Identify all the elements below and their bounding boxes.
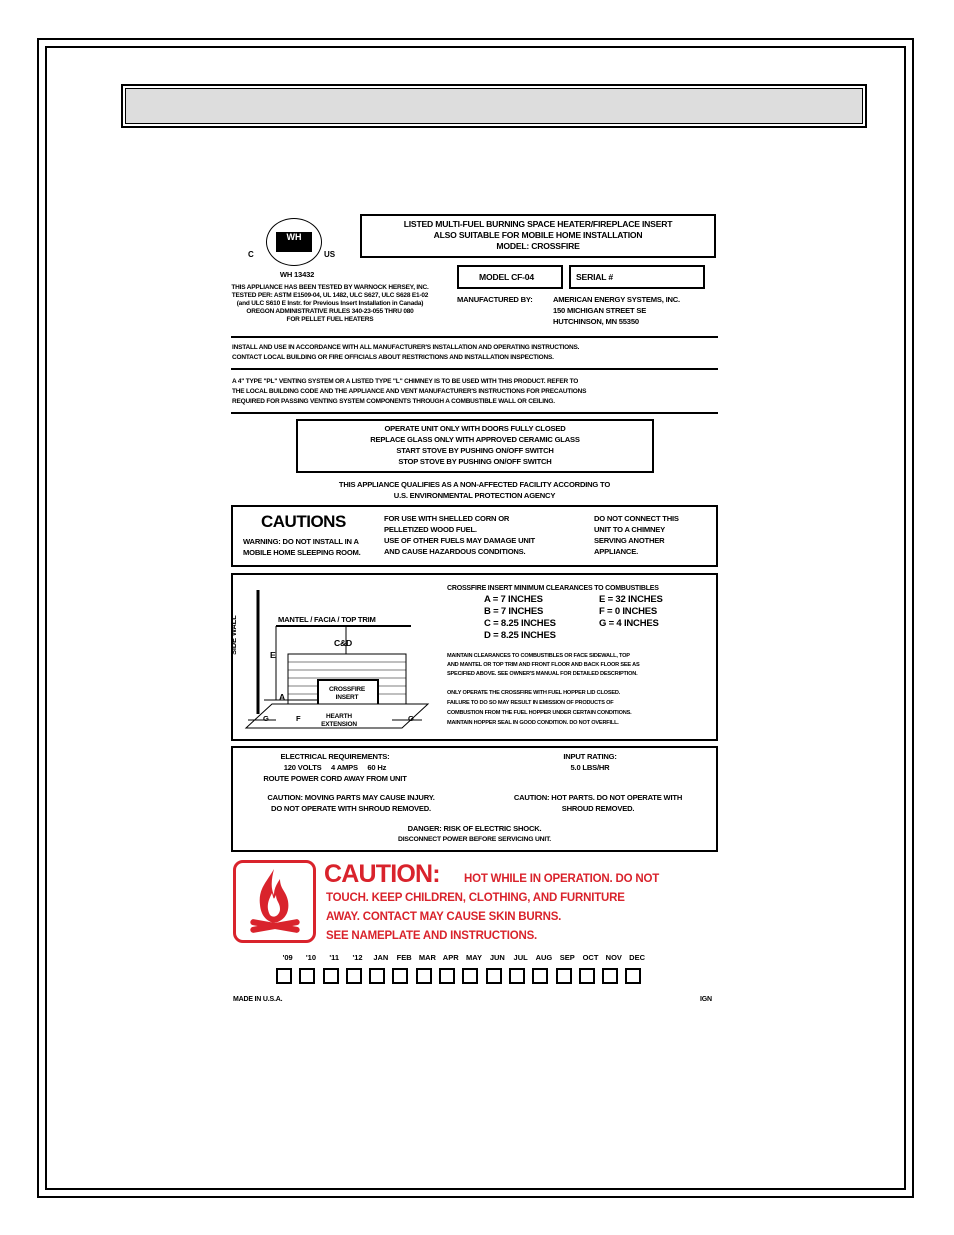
fire-warning-box [233, 860, 316, 943]
hot-caution-line: SEE NAMEPLATE AND INSTRUCTIONS. [326, 930, 538, 942]
epa-block [231, 479, 718, 501]
fuel-block [384, 513, 535, 557]
date-code-box [392, 968, 408, 984]
venting-line: A 4" TYPE "PL" VENTING SYSTEM OR A LISTED TYPE "L" CHIMNEY IS TO BE USED WITH THIS PRODUCT. REFER TO [232, 378, 579, 385]
fuel-line: FOR USE WITH SHELLED CORN OR [384, 514, 510, 523]
clearance-value: E = 32 INCHES [599, 594, 663, 605]
listed-line: MODEL: CROSSFIRE [496, 241, 580, 251]
input-block [540, 751, 640, 773]
hot-caution-line: HOT WHILE IN OPERATION. DO NOT [464, 873, 660, 885]
input-title: INPUT RATING: [563, 752, 617, 761]
install-line: CONTACT LOCAL BUILDING OR FIRE OFFICIALS ABOUT RESTRICTIONS AND INSTALLATION INSPECTIONS. [232, 354, 554, 361]
diagram-hearth: HEARTH EXTENSION [321, 713, 357, 728]
diagram-e: E [270, 650, 276, 660]
install-block [232, 343, 579, 363]
diagram-g-left: G [263, 714, 269, 723]
tested-line: OREGON ADMINISTRATIVE RULES 340-23-055 THRU 080 [246, 308, 414, 315]
fuel-line: USE OF OTHER FUELS MAY DAMAGE UNIT [384, 536, 535, 545]
chimney-line: APPLIANCE. [594, 547, 638, 556]
date-code-label: '10 [305, 953, 317, 962]
date-code-box [532, 968, 548, 984]
date-code-box [416, 968, 432, 984]
tested-block [230, 284, 430, 324]
caution-hot-parts-line: CAUTION: HOT PARTS. DO NOT OPERATE WITH [513, 793, 683, 802]
manufacturer-line: AMERICAN ENERGY SYSTEMS, INC. [553, 295, 680, 304]
diagram-f: F [296, 714, 301, 723]
clearance-value: A = 7 INCHES [484, 594, 543, 605]
hopper-line: ONLY OPERATE THE CROSSFIRE WITH FUEL HOPPER LID CLOSED. [447, 690, 621, 696]
manufacturer-line: HUTCHINSON, MN 55350 [553, 317, 639, 326]
warnock-hersey-logo [248, 218, 336, 266]
model-text: MODEL CF-04 [479, 272, 534, 282]
date-code-box [602, 968, 618, 984]
disconnect-text: DISCONNECT POWER BEFORE SERVICING UNIT. [398, 836, 551, 843]
maintain-line: SPECIFIED ABOVE. SEE OWNER'S MANUAL FOR DETAILED DESCRIPTION. [447, 671, 638, 677]
serial-box [569, 265, 705, 289]
date-code-box [276, 968, 292, 984]
listed-box [360, 214, 716, 258]
hot-caution-line: TOUCH. KEEP CHILDREN, CLOTHING, AND FURNITURE [326, 892, 625, 904]
operate-line: START STOVE BY PUSHING ON/OFF SWITCH [396, 446, 554, 455]
hopper-line: MAINTAIN HOPPER SEAL IN GOOD CONDITION. DO NOT OVERFILL. [447, 720, 619, 726]
clearance-left [484, 594, 556, 642]
clearance-diagram [236, 582, 436, 734]
label-code: IGN [700, 996, 712, 1003]
manufacturer-line: 150 MICHIGAN STREET SE [553, 306, 647, 315]
operate-text [298, 423, 652, 467]
listed-text [362, 219, 714, 252]
maintain-block [447, 652, 639, 679]
divider [231, 336, 718, 338]
tested-line: THIS APPLIANCE HAS BEEN TESTED BY WARNOCK HERSEY, INC. [231, 284, 429, 291]
danger-text: DANGER: RISK OF ELECTRIC SHOCK. [407, 824, 542, 833]
hopper-line: FAILURE TO DO SO MAY RESULT IN EMISSION OF PRODUCTS OF [447, 700, 614, 706]
divider [231, 368, 718, 370]
logo-c: C [248, 250, 254, 259]
fuel-line: AND CAUSE HAZARDOUS CONDITIONS. [384, 547, 526, 556]
electrical-block [250, 751, 420, 784]
chimney-line: SERVING ANOTHER [594, 536, 665, 545]
tested-line: FOR PELLET FUEL HEATERS [286, 316, 374, 323]
date-code-box [369, 968, 385, 984]
date-code-box [346, 968, 362, 984]
clearance-value: B = 7 INCHES [484, 606, 544, 617]
diagram-a: A [279, 692, 286, 702]
operate-line: STOP STOVE BY PUSHING ON/OFF SWITCH [398, 457, 552, 466]
clearance-right [599, 594, 663, 630]
hot-caution-line: AWAY. CONTACT MAY CAUSE SKIN BURNS. [326, 911, 562, 923]
caution-moving-block [236, 792, 466, 814]
date-code-box [579, 968, 595, 984]
caution-moving-line: CAUTION: MOVING PARTS MAY CAUSE INJURY. [267, 793, 435, 802]
manufacturer-block [553, 294, 680, 327]
date-code-label: JUL [513, 953, 528, 962]
caution-moving-line: DO NOT OPERATE WITH SHROUD REMOVED. [271, 804, 431, 813]
input-value: 5.0 LBS/HR [570, 763, 610, 772]
tested-line: TESTED PER: ASTM E1509-04, UL 1482, ULC S627, ULC S628 E1-02 [231, 292, 429, 299]
date-code-box [299, 968, 315, 984]
venting-line: REQUIRED FOR PASSING VENTING SYSTEM COMPONENTS THROUGH A COMBUSTIBLE WALL OR CEILING. [232, 398, 555, 405]
date-code-box [486, 968, 502, 984]
listed-line: LISTED MULTI-FUEL BURNING SPACE HEATER/FIREPLACE INSERT [403, 219, 673, 229]
diagram-g-right: G [408, 714, 414, 723]
manufactured-by-label: MANUFACTURED BY: [457, 295, 533, 304]
date-code-box [509, 968, 525, 984]
warning-block [243, 536, 361, 558]
electrical-title: ELECTRICAL REQUIREMENTS: [280, 752, 390, 761]
cautions-title: CAUTIONS [261, 512, 346, 531]
date-code-label: FEB [396, 953, 412, 962]
maintain-line: AND MANTEL OR TOP TRIM AND FRONT FLOOR AND BACK FLOOR SEE AS [447, 662, 640, 668]
clearance-value: C = 8.25 INCHES [484, 618, 556, 629]
hopper-line: COMBUSTION FROM THE FUEL HOPPER UNDER CERTAIN CONDITIONS. [447, 710, 632, 716]
operate-line: OPERATE UNIT ONLY WITH DOORS FULLY CLOSED [384, 424, 566, 433]
maintain-line: MAINTAIN CLEARANCES TO COMBUSTIBLES OR FACE SIDEWALL, TOP [447, 653, 630, 659]
date-code-box [439, 968, 455, 984]
warning-line: WARNING: DO NOT INSTALL IN A [243, 537, 359, 546]
chimney-line: DO NOT CONNECT THIS [594, 514, 679, 523]
date-code-label: MAY [466, 953, 483, 962]
epa-line: THIS APPLIANCE QUALIFIES AS A NON-AFFECTED FACILITY ACCORDING TO [338, 480, 611, 489]
fuel-line: PELLETIZED WOOD FUEL. [384, 525, 477, 534]
date-code-label: JUN [489, 953, 505, 962]
hot-caution-title: CAUTION: [324, 860, 440, 888]
date-code-box [462, 968, 478, 984]
date-code-box [323, 968, 339, 984]
date-code-label: JAN [373, 953, 389, 962]
date-code-label: SEP [559, 953, 575, 962]
date-code-label: AUG [535, 953, 553, 962]
date-code-label: DEC [629, 953, 646, 962]
date-code-box [556, 968, 572, 984]
clearance-value: D = 8.25 INCHES [484, 630, 556, 641]
date-code-label: MAR [418, 953, 436, 962]
operate-line: REPLACE GLASS ONLY WITH APPROVED CERAMIC GLASS [370, 435, 580, 444]
serial-text: SERIAL # [576, 272, 613, 282]
date-code-label: APR [442, 953, 459, 962]
date-code-box [625, 968, 641, 984]
install-line: INSTALL AND USE IN ACCORDANCE WITH ALL MANUFACTURER'S INSTALLATION AND OPERATING INSTRUCTIONS. [232, 344, 580, 351]
caution-hot-parts-line: SHROUD REMOVED. [561, 804, 635, 813]
venting-line: THE LOCAL BUILDING CODE AND THE APPLIANCE AND VENT MANUFACTURER'S INSTRUCTIONS FOR PRECAUTIONS [232, 388, 587, 395]
fire-icon [236, 863, 313, 940]
logo-mark: WH [276, 232, 312, 252]
date-code-label: '12 [352, 953, 363, 962]
diagram-insert: CROSSFIRE INSERT [328, 686, 366, 701]
section-header-bar [121, 84, 867, 128]
wh-number: WH 13432 [279, 270, 315, 279]
listed-line: ALSO SUITABLE FOR MOBILE HOME INSTALLATION [433, 230, 643, 240]
divider [231, 412, 718, 414]
clearances-title: CROSSFIRE INSERT MINIMUM CLEARANCES TO COMBUSTIBLES [447, 585, 659, 592]
epa-line: U.S. ENVIRONMENTAL PROTECTION AGENCY [393, 491, 556, 500]
tested-line: (and ULC S610 E Instr. for Previous Insert Installation in Canada) [236, 300, 424, 307]
electrical-route: ROUTE POWER CORD AWAY FROM UNIT [263, 774, 407, 783]
operate-box [296, 419, 654, 473]
made-in-text: MADE IN U.S.A. [233, 996, 283, 1003]
date-code-label: OCT [582, 953, 599, 962]
clearance-value: F = 0 INCHES [599, 606, 658, 617]
date-code-labels [276, 953, 649, 962]
chimney-block [594, 513, 679, 557]
clearance-value: G = 4 INCHES [599, 618, 659, 629]
date-code-boxes [276, 968, 649, 986]
diagram-mantel: MANTEL / FACIA / TOP TRIM [278, 615, 376, 624]
date-code-label: '09 [282, 953, 293, 962]
model-box [457, 265, 563, 289]
logo-us: US [324, 250, 336, 259]
diagram-side-wall: SIDE WALL [229, 615, 238, 655]
venting-block [232, 377, 586, 407]
diagram-cd: C&D [334, 638, 353, 648]
date-code-label: NOV [605, 953, 622, 962]
electrical-values: 120 VOLTS 4 AMPS 60 Hz [283, 763, 387, 772]
hopper-block [447, 688, 632, 728]
caution-hot-parts-block [484, 792, 712, 814]
chimney-line: UNIT TO A CHIMNEY [594, 525, 665, 534]
warning-line: MOBILE HOME SLEEPING ROOM. [243, 548, 361, 557]
date-code-label: '11 [329, 953, 340, 962]
